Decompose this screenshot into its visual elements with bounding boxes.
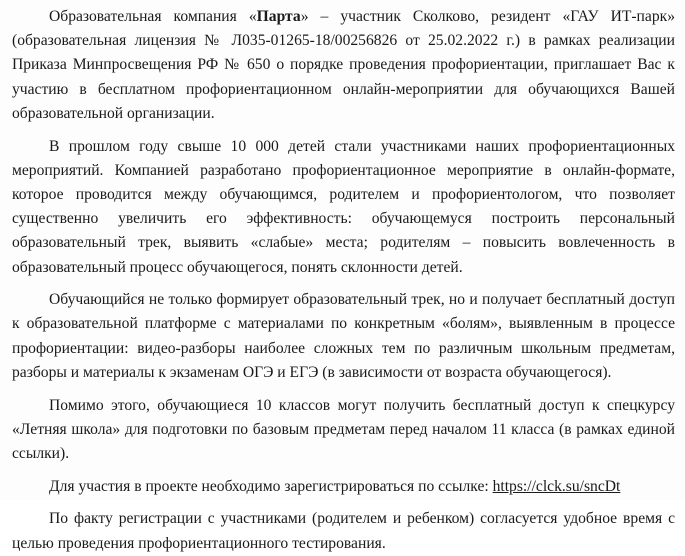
paragraph-last-year: В прошлом году свыше 10 000 детей стали участниками наших профориентационных мероприятий. Компанией разработано профориентационное мероприятие в онлайн-формате, которое проводится между обучающимся, родителем и профориентологом, что позволяет существенно увеличить его эффективность: обучающемуся построить персональный образовательный трек, выявить «слабые» места; родителям – повысить вовлеченность в образовательный процесс обучающегося, понять склонности детей. [12,137,675,276]
registration-text: Для участия в проекте необходимо зарегистрироваться по ссылке: [49,477,493,495]
paragraph-registration [12,475,675,499]
intro-text-rest: » – участник Сколково, резидент «ГАУ ИТ-парк» (образовательная лицензия № Л035-01265-18/00256826 от 25.02.2022 г.) в рамках реализации Приказа Минпросвещения РФ № 650 о порядке проведения профориентации, приглашает Вас к участию в бесплатном профориентационном онлайн-мероприятии для обучающихся Вашей образовательной организации. [12,8,675,122]
paragraph-summer-school: Помимо этого, обучающиеся 10 классов могут получить бесплатный доступ к спецкурсу «Летняя школа» для подготовки по базовым предметам перед началом 11 класса (в рамках единой ссылки). [12,396,675,462]
letter-body [12,5,675,556]
paragraph-scheduling: По факту регистрации с участниками (родителем и ребенком) согласуется удобное время с целью проведения профориентационного тестирования. [12,510,675,552]
registration-link[interactable]: https://clck.su/sncDt [492,477,621,495]
paragraph-platform: Обучающийся не только формирует образовательный трек, но и получает бесплатный доступ к образовательной платформе с материалами по конкретным «болям», выявленным в процессе профориентации: видео-разборы наиболее сложных тем по различным школьным предметам, разборы и материалы к экзаменам ОГЭ и ЕГЭ (в зависимости от возраста обучающегося). [12,291,675,381]
company-name: Парта [256,8,301,25]
paragraph-intro [12,5,675,126]
intro-text-start: Образовательная компания « [49,8,257,25]
